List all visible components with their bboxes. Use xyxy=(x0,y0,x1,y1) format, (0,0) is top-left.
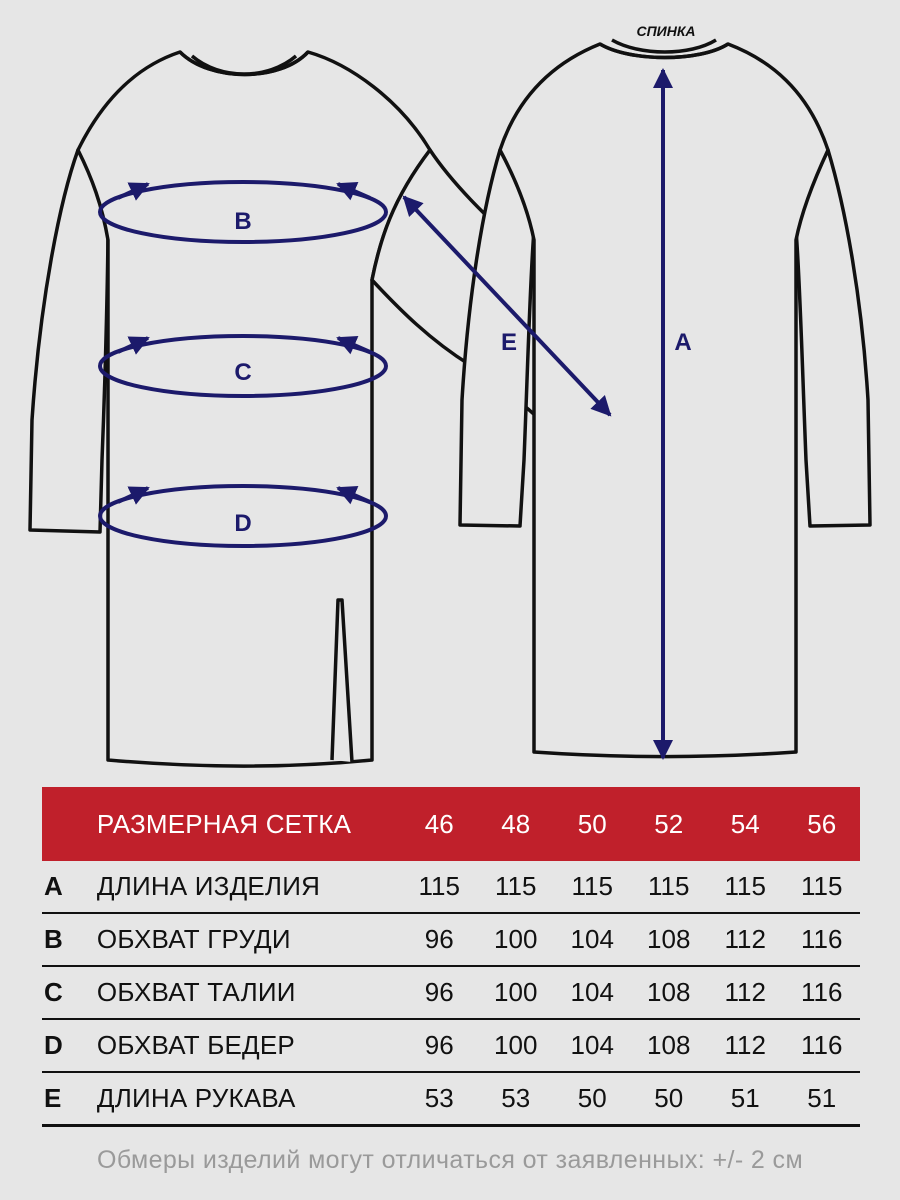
row-code: D xyxy=(44,1030,63,1060)
row-value: 112 xyxy=(724,1030,766,1060)
row-value: 112 xyxy=(724,924,766,954)
row-code: C xyxy=(44,977,63,1007)
table-row xyxy=(42,861,860,914)
row-value: 51 xyxy=(730,1083,760,1113)
row-value: 100 xyxy=(494,977,538,1007)
row-value: 116 xyxy=(801,1030,843,1060)
measure-e-label: E xyxy=(500,329,518,356)
row-value: 115 xyxy=(418,871,460,901)
row-value: 104 xyxy=(570,924,614,954)
row-value: 115 xyxy=(571,871,613,901)
table-row xyxy=(42,1020,860,1073)
row-value: 116 xyxy=(801,924,843,954)
size-header-52: 52 xyxy=(654,808,684,839)
row-value: 115 xyxy=(648,871,690,901)
row-value: 115 xyxy=(495,871,537,901)
row-value: 104 xyxy=(570,1030,614,1060)
row-value: 51 xyxy=(807,1083,837,1113)
row-value: 115 xyxy=(801,871,843,901)
measurement-tolerance-note: Обмеры изделий могут отличаться от заявленных: +/- 2 см xyxy=(96,1146,804,1174)
row-value: 116 xyxy=(801,977,843,1007)
row-value: 104 xyxy=(570,977,614,1007)
size-header-54: 54 xyxy=(730,808,760,839)
row-label: ДЛИНА ИЗДЕЛИЯ xyxy=(96,871,321,901)
row-label: ОБХВАТ ГРУДИ xyxy=(96,924,291,954)
row-value: 112 xyxy=(724,977,766,1007)
table-row xyxy=(42,914,860,967)
row-value: 108 xyxy=(647,1030,691,1060)
row-value: 53 xyxy=(501,1083,531,1113)
row-code: E xyxy=(44,1083,62,1113)
size-table-header xyxy=(42,787,860,861)
row-value: 100 xyxy=(494,1030,538,1060)
size-header-50: 50 xyxy=(577,808,607,839)
size-header-48: 48 xyxy=(501,808,531,839)
row-value: 53 xyxy=(424,1083,454,1113)
row-value: 115 xyxy=(724,871,766,901)
table-row xyxy=(42,967,860,1020)
row-value: 108 xyxy=(647,977,691,1007)
measure-c-label: C xyxy=(234,359,252,386)
front-left-sleeve xyxy=(30,150,108,532)
row-value: 50 xyxy=(654,1083,684,1113)
size-header-56: 56 xyxy=(807,808,837,839)
back-right-sleeve xyxy=(796,150,870,526)
row-label: ОБХВАТ БЕДЕР xyxy=(96,1030,295,1060)
row-value: 108 xyxy=(647,924,691,954)
back-view-label: СПИНКА xyxy=(636,23,696,39)
row-value: 50 xyxy=(577,1083,607,1113)
measure-d-label: D xyxy=(234,510,252,537)
measure-b-label: B xyxy=(234,208,252,235)
row-code: B xyxy=(44,924,63,954)
measure-a-label: A xyxy=(674,329,692,356)
row-value: 96 xyxy=(424,924,454,954)
front-body xyxy=(78,52,430,766)
size-table-title: РАЗМЕРНАЯ СЕТКА xyxy=(96,808,352,839)
row-label: ДЛИНА РУКАВА xyxy=(96,1083,296,1113)
table-row xyxy=(42,1073,860,1127)
row-value: 96 xyxy=(424,977,454,1007)
row-code: A xyxy=(44,871,63,901)
row-label: ОБХВАТ ТАЛИИ xyxy=(96,977,296,1007)
row-value: 100 xyxy=(494,924,538,954)
size-header-46: 46 xyxy=(424,808,454,839)
size-table xyxy=(42,787,860,1127)
row-value: 96 xyxy=(424,1030,454,1060)
